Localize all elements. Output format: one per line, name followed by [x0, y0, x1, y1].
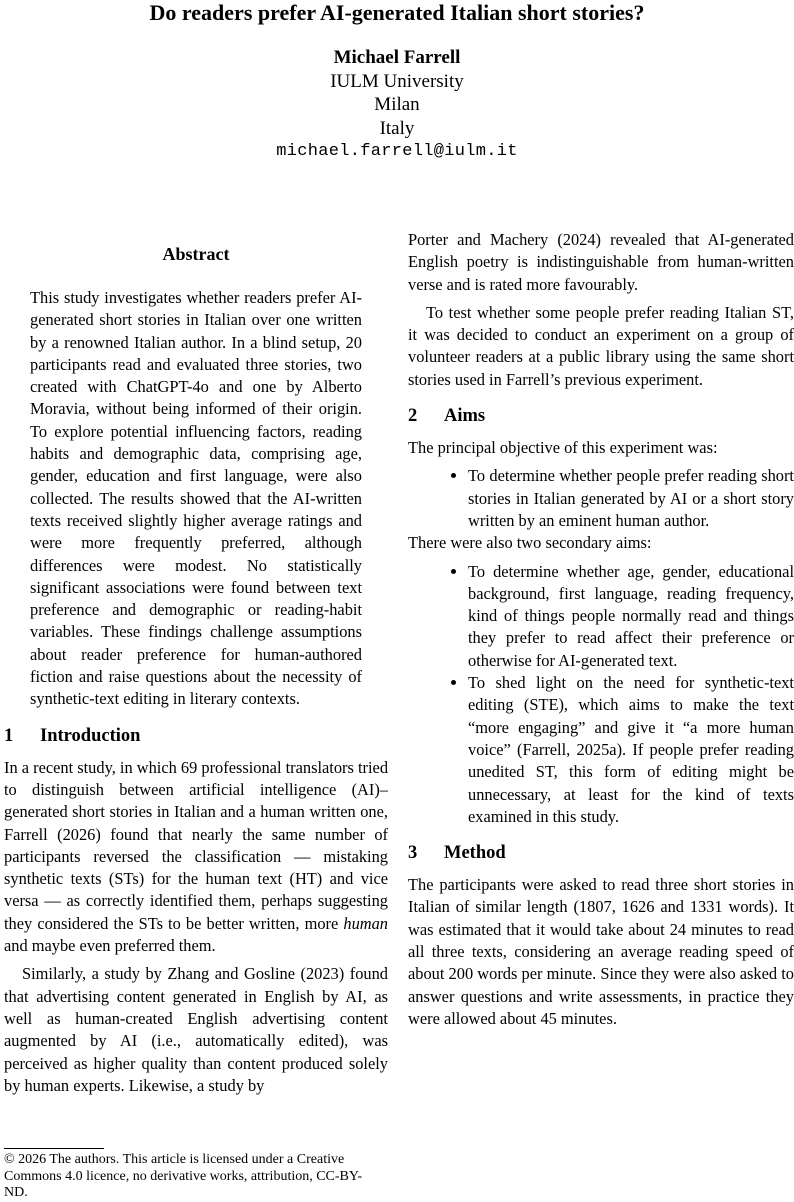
intro-paragraph-2-continued: Porter and Machery (2024) revealed that AI-generated English poetry is indistinguishable from human-written verse and is rated more favourably.: [408, 230, 794, 294]
abstract-text: This study investigates whether readers prefer AI-generated short stories in Italian over one written by a renowned Italian author. In a blind setup, 20 participants read and evaluated three stories, two created with ChatGPT-4o and one by Alberto Moravia, without being informed of their origin. To explore potential influencing factors, reading habits and demographic data, comprising age, gender, education and first language, were also collected. The results showed that the AI-written texts received slightly higher average ratings and were more frequently preferred, although differences were modest. No statistically significant associations were found between text preference and demographic or reading-habit variables. These findings challenge assumptions about reader preference for human-authored fiction and raise questions about the necessity of synthetic-text editing in literary contexts.: [30, 288, 362, 709]
emphasis-human: human: [343, 913, 388, 933]
section-heading-method: [408, 842, 794, 864]
author-affiliation: IULM University: [330, 70, 464, 92]
section-number: 1: [4, 725, 14, 746]
author-country: Italy: [379, 117, 415, 139]
primary-aims-list: [408, 465, 794, 532]
list-item: • To determine whether age, gender, educational background, first language, reading frequency, kind of things people normally read and things they prefer to read affect their preference or otherwise for AI-generated text.: [468, 561, 794, 672]
section-heading-introduction: [4, 725, 388, 747]
author-email[interactable]: michael.farrell@iulm.it: [276, 142, 518, 161]
footnote-rule: [4, 1148, 104, 1149]
license-footnote: © 2026 The authors. This article is licensed under a Creative Commons 4.0 licence, no derivative works, attribution, CC-BY-ND.: [4, 1152, 363, 1200]
section-title: Method: [444, 843, 506, 864]
section-title: Introduction: [40, 725, 141, 746]
intro-paragraph-1: In a recent study, in which 69 professional translators tried to distinguish between artificial intelligence (AI)–generated short stories in Italian and a human written one, Farrell (2026) found that nearly the same number of participants reversed the classification — mistaking synthetic texts (STs) for the human text (HT) and vice versa — as correctly identified them, perhaps suggesting they considered the STs to be better written, more human and maybe even preferred them.: [4, 757, 389, 956]
list-item: • To determine whether people prefer reading short stories in Italian generated by AI or a short story written by an eminent human author.: [468, 465, 794, 532]
section-title: Aims: [444, 406, 486, 427]
section-number: 3: [408, 843, 418, 864]
right-column: [408, 229, 794, 1030]
secondary-aims-lead: There were also two secondary aims:: [408, 533, 652, 553]
secondary-aims-list: [408, 561, 794, 829]
author-city: Milan: [374, 94, 420, 115]
left-column: [4, 240, 388, 1097]
paper-title: Do readers prefer AI-generated Italian short stories?: [149, 0, 645, 25]
section-heading-aims: [408, 405, 794, 427]
list-item: • To shed light on the need for synthetic-text editing (STE), which aims to make the text “more engaging” and give it “a more human voice” (Farrell, 2025a). If people prefer reading unedited ST, this form of editing might be unnecessary, at least for the kind of texts examined in this study.: [468, 672, 794, 828]
method-paragraph-1: The participants were asked to read three short stories in Italian of similar length (1807, 1626 and 1331 words). It was estimated that it would take about 24 minutes to read all three texts, considering an average reading speed of about 200 words per minute. Since they were also asked to answer questions and write assessments, in practice they were allowed about 45 minutes.: [408, 875, 794, 1028]
intro-paragraph-3: To test whether some people prefer reading Italian ST, it was decided to conduct an experiment on a group of volunteer readers at a public library using the same short stories used in Farrell’s previous experiment.: [408, 302, 794, 389]
aims-lead: The principal objective of this experiment was:: [408, 438, 718, 458]
author-block: [0, 46, 794, 164]
section-number: 2: [408, 406, 418, 427]
author-name: Michael Farrell: [333, 47, 461, 68]
abstract-heading: Abstract: [162, 244, 230, 264]
intro-paragraph-2: Similarly, a study by Zhang and Gosline (2023) found that advertising content generated in English by AI, as well as human-created English advertising content augmented by AI (i.e., automatically edited), was perceived as higher quality than content produced solely by human experts. Likewise, a study by: [4, 964, 388, 1095]
